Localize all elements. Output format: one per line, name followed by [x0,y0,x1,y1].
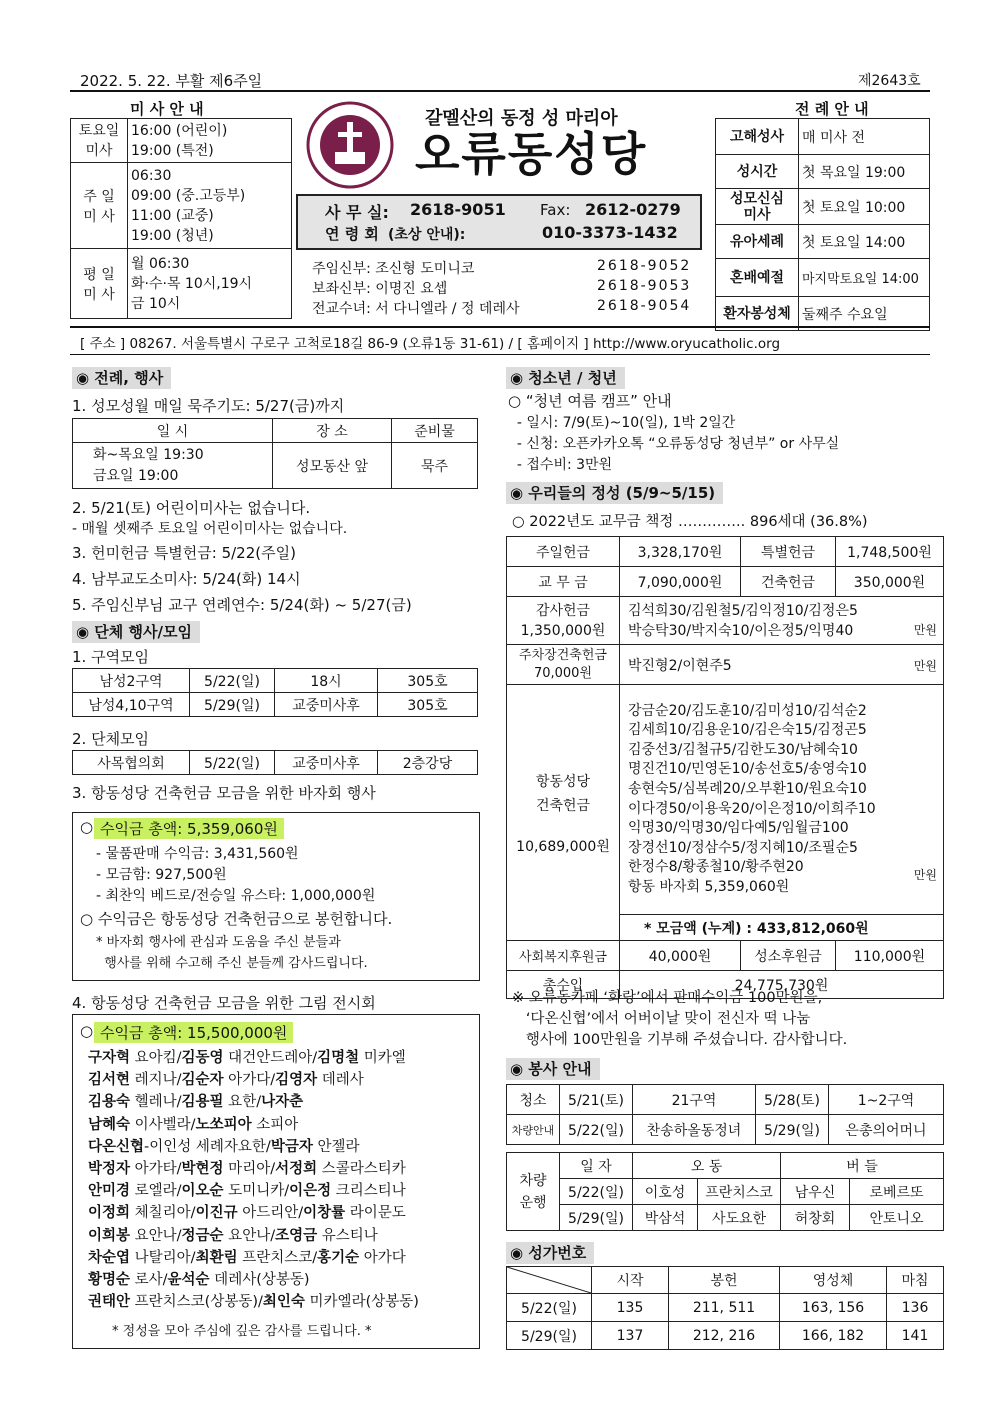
table-cell: 5/29(일) [190,693,275,717]
table-cell: 허창회 [781,1205,850,1231]
table-cell: 5/28(토) [756,1085,829,1115]
vehicle-label: 차량 운행 [507,1153,560,1231]
table-cell: 305호 [378,693,478,717]
fax-number: 2612-0279 [585,200,681,219]
donor-name: 이창률 [303,1205,346,1222]
donor-name: 이정희 [88,1205,131,1222]
hangdong-fund-names [620,685,944,915]
thanks-offering-names [620,597,944,645]
donor-saint: 프란치스코/ [237,1249,318,1266]
table-row [507,597,944,645]
donor-name: 김용필 [181,1094,224,1111]
donor-saint: 나탈리아/ [130,1249,196,1266]
table-cell: 18시 [275,669,378,693]
names: 박진형2/이현주5 [628,657,732,674]
table-cell: 사회복지후원금 [507,941,620,971]
bazaar-item: - 최찬익 베드로/전승일 유스타: 1,000,000원 [96,888,376,904]
table-cell: 사목협의회 [73,751,190,775]
staff-role: 주임신부: 조신형 도미니코 [312,261,475,277]
donor-name: 서정희 [275,1161,318,1178]
table-cell: 5/29(일) [756,1115,829,1145]
donor-saint: 요한/ [223,1094,262,1111]
donor-saint: 유스티나 [317,1227,378,1244]
service-table [506,1084,944,1145]
donor-saint: 요아킴/ [130,1050,182,1066]
table-cell: 137 [592,1322,669,1350]
donor-name: 이은정 [289,1183,332,1200]
exhibit-thanks: * 정성을 모아 주심에 깊은 감사를 드립니다. * [112,1324,372,1339]
hangdong-total: * 모금액 (누계) : 433,812,060원 [620,915,944,941]
donor-line [88,1202,419,1224]
donor-saint: 아가다 [359,1249,406,1266]
table-header: 시작 [592,1267,669,1294]
donor-saint: 스콜라스티카 [317,1161,406,1178]
youth-line: ○ “청년 여름 캠프” 안내 [508,392,672,410]
table-row [73,693,478,717]
table-cell: 차량안내 [507,1115,560,1145]
donor-name: 이진규 [195,1205,238,1222]
section-service: ◉ 봉사 안내 [506,1058,600,1080]
issue-number: 제2643호 [858,73,921,89]
donor-name: 박현정 [181,1161,224,1178]
cafe-note: ※ 오류동카페 ‘화랑’에서 판매수익금 100만원을, ‘다온신협’에서 어버이날 맞이 전신자 떡 나눔 행사에 100만원을 기부해 주셨습니다. 감사합니다. [512,990,848,1048]
staff-phone: 2618-9054 [597,298,692,314]
donor-name: 다온신협 [88,1138,145,1155]
donor-name: 차순엽 [88,1249,131,1266]
item-prison-mass: 4. 남부교도소미사: 5/24(화) 14시 [72,570,301,588]
table-header: 버 들 [781,1153,944,1179]
header-rule [70,326,930,328]
liturgy-label: 환자봉성체 [716,297,799,331]
table-cell: 40,000원 [620,941,741,971]
parish-subtitle: 갈멜산의 동정 성 마리아 [425,108,618,129]
donor-name: 권태안 [88,1294,131,1311]
liturgy-label: 성시간 [716,155,799,189]
table-cell: 166, 182 [780,1322,887,1350]
parish-seal-icon [305,100,395,190]
table-row [507,1115,944,1145]
donor-saint: 로엘라/ [130,1183,182,1200]
council-note: (초상 안내): [388,227,466,243]
donor-name: 홍기순 [317,1249,360,1266]
table-row [507,567,944,597]
total-amount: 24,775,730원 [620,971,944,999]
table-cell: 1~2구역 [829,1085,944,1115]
donor-name: 구자혁 [88,1050,131,1066]
office-phone: 2618-9051 [410,200,506,219]
table-header: 마침 [887,1267,944,1294]
donor-saint: 크리스티나 [331,1183,406,1200]
bazaar-bullet: ○ [80,818,94,836]
liturgy-label: 유아세례 [716,225,799,259]
mass-label: 주 일 미 사 [71,163,128,249]
donor-saint: 아가타/ [130,1161,182,1178]
table-cell: 남성2구역 [73,669,190,693]
table-cell: 5/29(일) [507,1322,592,1350]
donor-saint: 레지나/ [130,1072,182,1089]
address-line: [ 주소 ] 08267. 서울특별시 구로구 고척로18길 86-9 (오류1동 31-61) / [ 홈페이지 ] http://www.oryucatholic.org [80,336,781,352]
liturgy-value: 첫 목요일 19:00 [799,155,930,189]
liturgy-label: 성모신심 미사 [716,189,799,225]
table-row [507,1179,944,1205]
table-cell: 청소 [507,1085,560,1115]
table-cell: 건축헌금 [741,567,836,597]
liturgy-label: 혼배예절 [716,259,799,297]
hangdong-fund-label [507,685,620,941]
mass-times: 06:30 09:00 (중.고등부) 11:00 (교중) 19:00 (청년) [128,163,292,249]
section-hymns: ◉ 성가번호 [506,1242,594,1264]
table-cell: 141 [887,1322,944,1350]
table-cell: 7,090,000원 [620,567,741,597]
donor-saint: 헬레나/ [130,1094,182,1111]
address-rule [70,354,930,355]
table-cell: 특별헌금 [741,537,836,567]
mass-title: 미 사 안 내 [130,100,204,118]
table-row [507,1294,944,1322]
bazaar-title: 3. 항동성당 건축헌금 모금을 위한 바자회 행사 [72,784,376,802]
donor-saint: 아가다/ [223,1072,276,1089]
table-header: 준비물 [392,419,478,443]
office-label: 사 무 실: [325,203,389,222]
donor-saint: 안젤라 [312,1138,360,1155]
table-cell: 305호 [378,669,478,693]
liturgy-value: 매 미사 전 [799,119,930,155]
amount: 10,689,000원 [516,838,610,855]
table-header: 장 소 [273,419,392,443]
table-cell: 136 [887,1294,944,1322]
donor-name: 최인숙 [262,1294,305,1311]
thanks-offering-label: 감사헌금 1,350,000원 [507,597,620,645]
donor-name: 김명철 [317,1050,360,1066]
liturgy-table [715,118,930,331]
table-cell: 5/22(일) [560,1115,633,1145]
group-org-title: 2. 단체모임 [72,730,150,748]
donor-name: 나자춘 [261,1094,304,1111]
table-cell: 찬송하올동정녀 [633,1115,756,1145]
parish-name: 오류동성당 [415,127,648,181]
hymn-table [506,1266,944,1350]
table-cell: 5/22(일) [190,751,275,775]
donor-saint: 요안나/ [130,1227,182,1244]
donor-name: 황명순 [88,1272,131,1289]
donor-saint: 미카엘 [359,1050,406,1066]
liturgy-value: 첫 토요일 14:00 [799,225,930,259]
table-cell: 5/22(일) [507,1294,592,1322]
table-cell: 은총의어머니 [829,1115,944,1145]
exhibit-bullet: ○ [80,1022,94,1040]
donor-name: 윤석순 [167,1272,210,1289]
section-liturgy-events: ◉ 전례, 행사 [72,367,171,389]
total-label: 총수입 [507,971,620,999]
label: 항동성당 건축헌금 [535,773,591,814]
donor-line [88,1247,419,1269]
donor-saint: 로사/ [130,1272,168,1289]
donor-saint: 아드리안/ [237,1205,304,1222]
donor-name: 정금순 [181,1227,224,1244]
staff-role: 보좌신부: 이명진 요셉 [312,281,448,297]
table-header: 일 시 [73,419,273,443]
item-children-mass-note: - 매월 셋째주 토요일 어린이미사는 없습니다. [72,521,348,537]
table-cell: 교 무 금 [507,567,620,597]
liturgy-label: 고해성사 [716,119,799,155]
donor-saint: 요안나/ [223,1227,276,1244]
offerings-table [506,536,944,999]
donor-name: 안미경 [88,1183,131,1200]
item-offering: 3. 헌미헌금 특별헌금: 5/22(주일) [72,544,296,562]
unit-label: 만원 [913,623,937,637]
bazaar-item: - 물품판매 수익금: 3,431,560원 [96,846,299,862]
donor-name: 박금자 [270,1138,313,1155]
table-cell: 교중미사후 [275,693,378,717]
liturgy-title: 전 례 안 내 [795,100,869,118]
donor-name: 김영자 [275,1072,318,1089]
table-header: 일 자 [560,1153,633,1179]
donor-saint: 이사벨라/ [130,1116,196,1133]
table-header: 오 동 [633,1153,781,1179]
donor-saint: 도미니카/ [223,1183,290,1200]
staff-phone: 2618-9052 [597,258,692,274]
donor-name: 박정자 [88,1161,131,1178]
rosary-time: 화~목요일 19:30 금요일 19:00 [73,443,273,489]
table-cell: 5/21(토) [560,1085,633,1115]
table-cell: 교중미사후 [275,751,378,775]
exhibit-total: 수익금 총액: 15,500,000원 [94,1022,293,1043]
donor-line [88,1091,419,1113]
table-cell: 5/29(일) [560,1205,633,1231]
table-row [507,941,944,971]
donor-name: 김용숙 [88,1094,131,1111]
table-cell: 3,328,170원 [620,537,741,567]
table-cell: 성소후원금 [741,941,836,971]
table-cell: 21구역 [633,1085,756,1115]
donor-name: 최환림 [195,1249,238,1266]
liturgy-value: 마지막토요일 14:00 [799,259,930,297]
hymn-corner-cell [507,1267,592,1294]
donor-saint: 프란치스코(상봉동)/ [130,1294,263,1311]
table-cell: 135 [592,1294,669,1322]
table-cell: 남성4,10구역 [73,693,190,717]
donor-saint: -이인성 세례자요한/ [144,1138,271,1155]
donor-saint: 마리아/ [223,1161,276,1178]
district-table [72,668,478,717]
table-row [507,685,944,915]
group-district-title: 1. 구역모임 [72,648,150,666]
mass-table [70,118,292,319]
item-retreat: 5. 주임신부님 교구 연례연수: 5/24(화) ~ 5/27(금) [72,596,412,614]
council-label: 연 령 회 [325,225,379,243]
names: 김석희30/김원철5/김익정10/김정은5 박승탁30/박지숙10/이은정5/익명40 [628,602,858,639]
diagonal-line [507,1267,591,1293]
table-cell: 110,000원 [836,941,944,971]
table-row [507,1085,944,1115]
liturgy-value: 첫 토요일 10:00 [799,189,930,225]
section-groups: ◉ 단체 행사/모임 [72,621,200,643]
table-header: 영성체 [780,1267,887,1294]
table-row [73,751,478,775]
donor-name: 이희봉 [88,1227,131,1244]
mass-label: 토요일 미사 [71,119,128,163]
unit-label: 만원 [913,659,937,673]
names: 강금순20/김도훈10/김미성10/김석순2 김세희10/김용운10/김은숙15/김정곤5 김중선3/김철규5/김한도30/남혜숙10 명진건10/민영돈10/송선호5/송영숙10 송현숙5/심복례20/오부환10/원요숙10 이다경50/이용욱20/이은정10/이희주10 익명30/익명30/임다예5/임월금100 장경선10/정삼수5/정지혜10/조필순5 한정수8/황종철10/황주현20 항동 바자회 5,359,060원 [628,702,876,895]
table-row [507,1153,944,1179]
org-table [72,750,478,775]
donor-line [88,1114,419,1136]
table-cell: 남우신 [781,1179,850,1205]
donor-line [88,1069,419,1091]
donor-line [88,1291,419,1313]
parking-fund-names [620,645,944,685]
item-children-mass: 2. 5/21(토) 어린이미사는 없습니다. [72,499,311,517]
youth-line: - 신청: 오픈카카오톡 “오류동성당 청년부” or 사무실 [508,436,840,452]
table-row [507,1322,944,1350]
rosary-item: 묵주 [392,443,478,489]
section-offerings: ◉ 우리들의 정성 (5/9~5/15) [506,482,723,504]
council-phone: 010-3373-1432 [542,223,678,242]
mass-label: 평 일 미 사 [71,249,128,319]
table-cell: 1,748,500원 [836,537,944,567]
table-cell: 5/22(일) [190,669,275,693]
table-cell: 211, 511 [669,1294,780,1322]
donor-name: 김순자 [181,1072,224,1089]
table-cell: 사도요한 [698,1205,781,1231]
table-header: 봉헌 [669,1267,780,1294]
table-cell: 이호성 [633,1179,698,1205]
bazaar-item: - 모금함: 927,500원 [96,867,227,883]
rosary-table [72,418,478,489]
unit-label: 만원 [913,868,937,883]
donor-line [88,1158,419,1180]
donor-name: 노쏘피아 [195,1116,252,1133]
donor-saint: 데레사(상봉동) [209,1272,310,1289]
bazaar-total: 수익금 총액: 5,359,060원 [94,818,284,839]
section-youth: ◉ 청소년 / 청년 [506,367,625,389]
donor-saint: 대건안드레아/ [223,1050,318,1066]
donor-name: 남혜숙 [88,1116,131,1133]
staff-phone: 2618-9053 [597,278,692,294]
donor-name: 김서현 [88,1072,131,1089]
table-cell: 163, 156 [780,1294,887,1322]
liturgy-value: 둘째주 수요일 [799,297,930,331]
vehicle-table [506,1152,944,1231]
donor-line [88,1269,419,1291]
table-row [507,1267,944,1294]
table-cell: 350,000원 [836,567,944,597]
table-cell: 박삼석 [633,1205,698,1231]
mass-times: 16:00 (어린이) 19:00 (특전) [128,119,292,163]
donor-saint: 소피아 [251,1116,299,1133]
rosary-place: 성모동산 앞 [273,443,392,489]
top-rule [70,90,930,92]
table-cell: 프란치스코 [698,1179,781,1205]
youth-line: - 일시: 7/9(토)~10(일), 1박 2일간 [508,415,736,431]
donor-name: 조영금 [275,1227,318,1244]
donor-name: 김동영 [181,1050,224,1066]
table-cell: 5/22(일) [560,1179,633,1205]
donor-line [88,1047,419,1069]
donor-list [88,1047,419,1313]
donor-saint: 체칠리아/ [130,1205,196,1222]
donor-name: 이오순 [181,1183,224,1200]
budget-line: ○ 2022년도 교무금 책정 ………….. 896세대 (36.8%) [512,514,868,530]
table-cell: 212, 216 [669,1322,780,1350]
fax-label: Fax: [540,201,571,219]
table-row [507,1205,944,1231]
table-cell: 주일헌금 [507,537,620,567]
mass-times: 월 06:30 화·수·목 10시,19시 금 10시 [128,249,292,319]
item-rosary: 1. 성모성월 매일 묵주기도: 5/27(금)까지 [72,397,345,415]
exhibit-title: 4. 항동성당 건축헌금 모금을 위한 그림 전시회 [72,994,376,1012]
table-row [73,669,478,693]
table-row [507,645,944,685]
donor-line [88,1136,419,1158]
donor-saint: 데레사 [317,1072,364,1089]
table-row [507,537,944,567]
table-cell: 2층강당 [378,751,478,775]
bazaar-thanks: * 바자회 행사에 관심과 도움을 주신 분들과 행사를 위해 수고해 주신 분들께 감사드립니다. [96,935,368,971]
staff-role: 전교수녀: 서 다니엘라 / 정 데레사 [312,301,520,317]
donor-saint: 미카엘라(상봉동) [304,1294,419,1311]
table-cell: 안토니오 [850,1205,944,1231]
issue-date: 2022. 5. 22. 부활 제6주일 [80,72,263,90]
parking-fund-label: 주차장건축헌금 70,000원 [507,645,620,685]
table-cell: 로베르또 [850,1179,944,1205]
donor-line [88,1225,419,1247]
youth-line: - 접수비: 3만원 [508,457,613,473]
donor-line [88,1180,419,1202]
donor-saint: 라이문도 [345,1205,406,1222]
bazaar-note: ○ 수익금은 항동성당 건축헌금으로 봉헌합니다. [80,910,393,928]
